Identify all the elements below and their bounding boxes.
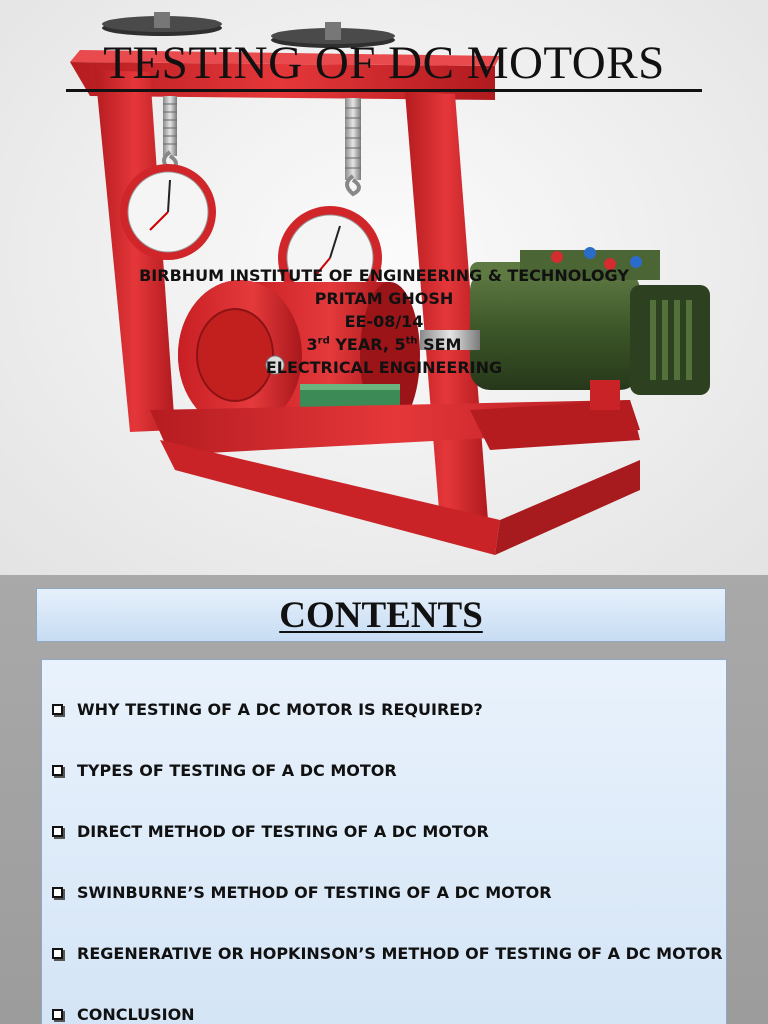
sem-text: SEM (417, 335, 462, 354)
author-name: PRITAM GHOSH (314, 289, 454, 308)
list-item (52, 941, 723, 965)
author-info (0, 264, 768, 379)
sem-suffix: th (405, 335, 418, 347)
checkbox-bullet-icon (52, 948, 63, 959)
list-item (52, 697, 483, 721)
list-item (52, 880, 552, 904)
checkbox-bullet-icon (52, 704, 63, 715)
year-suffix: rd (317, 335, 330, 347)
year-semester (0, 333, 768, 356)
list-item-label: CONCLUSION (77, 1004, 195, 1024)
institute-name: BIRBHUM INSTITUTE OF ENGINEERING & TECHNOLOGY (139, 266, 629, 285)
roll-number: EE-08/14 (344, 312, 424, 331)
list-item (52, 1002, 195, 1024)
list-item (52, 758, 397, 782)
checkbox-bullet-icon (52, 1009, 63, 1020)
checkbox-bullet-icon (52, 765, 63, 776)
department-name: ELECTRICAL ENGINEERING (265, 358, 503, 377)
list-item-label: TYPES OF TESTING OF A DC MOTOR (77, 760, 397, 780)
year-number: 3 (306, 335, 318, 354)
year-text: YEAR, 5 (329, 335, 406, 354)
title-underline (66, 89, 702, 92)
list-item (52, 819, 489, 843)
presentation-title: TESTING OF DC MOTORS (103, 37, 665, 89)
contents-list (41, 659, 727, 1024)
list-item-label: SWINBURNE’S METHOD OF TESTING OF A DC MOTOR (77, 882, 552, 902)
list-item-label: WHY TESTING OF A DC MOTOR IS REQUIRED? (77, 699, 483, 719)
checkbox-bullet-icon (52, 826, 63, 837)
checkbox-bullet-icon (52, 887, 63, 898)
list-item-label: DIRECT METHOD OF TESTING OF A DC MOTOR (77, 821, 489, 841)
contents-heading-box (36, 588, 726, 642)
contents-heading: CONTENTS (279, 595, 483, 636)
contents-slide (0, 575, 768, 1024)
list-item-label: REGENERATIVE OR HOPKINSON’S METHOD OF TESTING OF A DC MOTOR (77, 943, 723, 963)
